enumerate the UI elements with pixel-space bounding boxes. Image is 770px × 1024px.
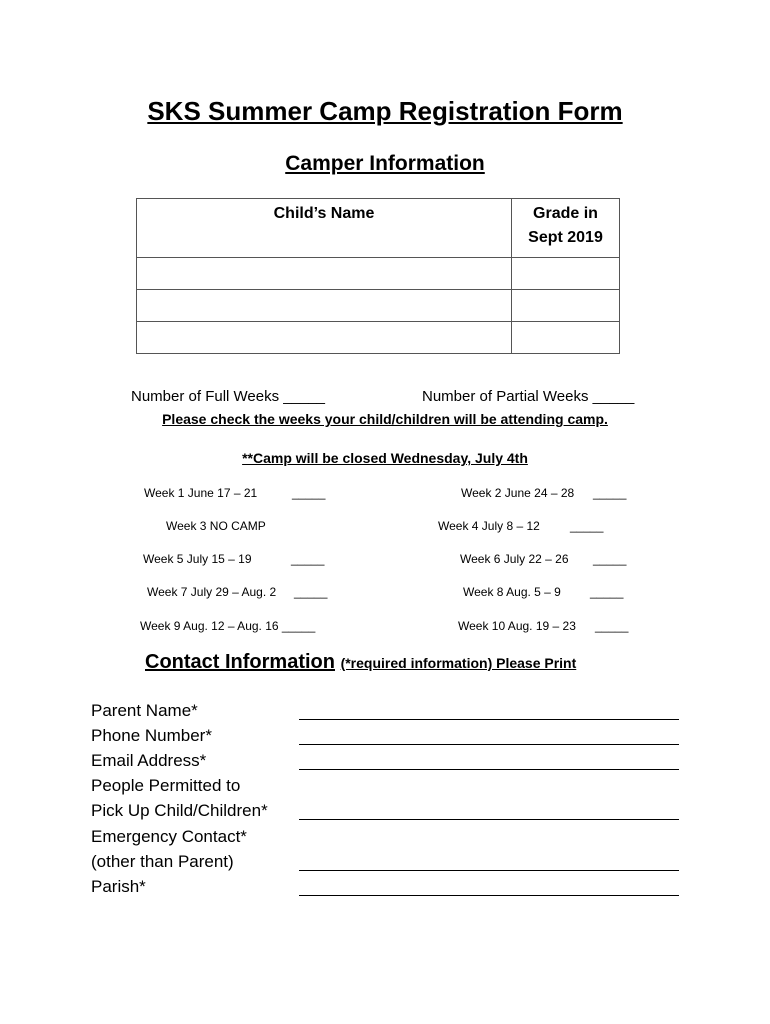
phone-number-label: Phone Number* — [91, 726, 212, 745]
childs-name-cell[interactable] — [137, 290, 512, 322]
camper-table — [136, 198, 620, 354]
week-8-blank[interactable]: _____ — [590, 585, 624, 599]
form-title: SKS Summer Camp Registration Form — [147, 96, 623, 126]
camp-closed-note: **Camp will be closed Wednesday, July 4th — [242, 450, 528, 466]
camper-row — [137, 258, 620, 290]
pick-up-label: Pick Up Child/Children* — [91, 801, 268, 820]
week-4-label: Week 4 July 8 – 12 — [438, 519, 540, 533]
week-10-blank[interactable]: _____ — [595, 619, 629, 633]
camper-information-heading: Camper Information — [285, 152, 485, 175]
check-weeks-note: Please check the weeks your child/children will be attending camp. — [162, 411, 608, 427]
week-7-label: Week 7 July 29 – Aug. 2 — [147, 585, 277, 599]
email-address-label: Email Address* — [91, 751, 207, 770]
camper-row — [137, 322, 620, 354]
parish-label: Parish* — [91, 877, 146, 896]
contact-information-heading — [145, 651, 576, 674]
emergency-contact-label: Emergency Contact* — [91, 827, 247, 846]
camper-row — [137, 290, 620, 322]
week-10-label: Week 10 Aug. 19 – 23 — [458, 619, 576, 633]
childs-name-header: Child’s Name — [137, 199, 512, 258]
full-weeks-field[interactable]: Number of Full Weeks _____ — [131, 388, 325, 405]
emergency-contact-line[interactable] — [299, 870, 679, 871]
contact-heading-note: (*required information) Please Print — [340, 655, 577, 671]
pick-up-line[interactable] — [299, 819, 679, 820]
parent-name-line[interactable] — [299, 719, 679, 720]
grade-cell[interactable] — [512, 258, 620, 290]
grade-cell[interactable] — [512, 322, 620, 354]
parent-name-label: Parent Name* — [91, 701, 198, 720]
week-5-label: Week 5 July 15 – 19 — [143, 552, 252, 566]
week-4-blank[interactable]: _____ — [570, 519, 604, 533]
childs-name-cell[interactable] — [137, 258, 512, 290]
week-6-label: Week 6 July 22 – 26 — [460, 552, 569, 566]
week-3-label: Week 3 NO CAMP — [166, 519, 266, 533]
parish-line[interactable] — [299, 895, 679, 896]
week-2-blank[interactable]: _____ — [593, 486, 627, 500]
partial-weeks-field[interactable]: Number of Partial Weeks _____ — [422, 388, 635, 405]
week-5-blank[interactable]: _____ — [291, 552, 325, 566]
week-8-label: Week 8 Aug. 5 – 9 — [463, 585, 561, 599]
other-than-parent-label: (other than Parent) — [91, 852, 234, 871]
grade-header: Grade in Sept 2019 — [512, 199, 620, 258]
week-1-blank[interactable]: _____ — [292, 486, 326, 500]
camper-table-header — [137, 199, 620, 258]
week-7-blank[interactable]: _____ — [294, 585, 328, 599]
grade-cell[interactable] — [512, 290, 620, 322]
phone-number-line[interactable] — [299, 744, 679, 745]
week-9-label[interactable]: Week 9 Aug. 12 – Aug. 16 _____ — [140, 619, 316, 633]
childs-name-cell[interactable] — [137, 322, 512, 354]
week-6-blank[interactable]: _____ — [593, 552, 627, 566]
week-2-label: Week 2 June 24 – 28 — [461, 486, 575, 500]
week-1-label: Week 1 June 17 – 21 — [144, 486, 258, 500]
contact-heading-text: Contact Information — [145, 651, 335, 673]
email-address-line[interactable] — [299, 769, 679, 770]
people-permitted-label: People Permitted to — [91, 776, 241, 795]
